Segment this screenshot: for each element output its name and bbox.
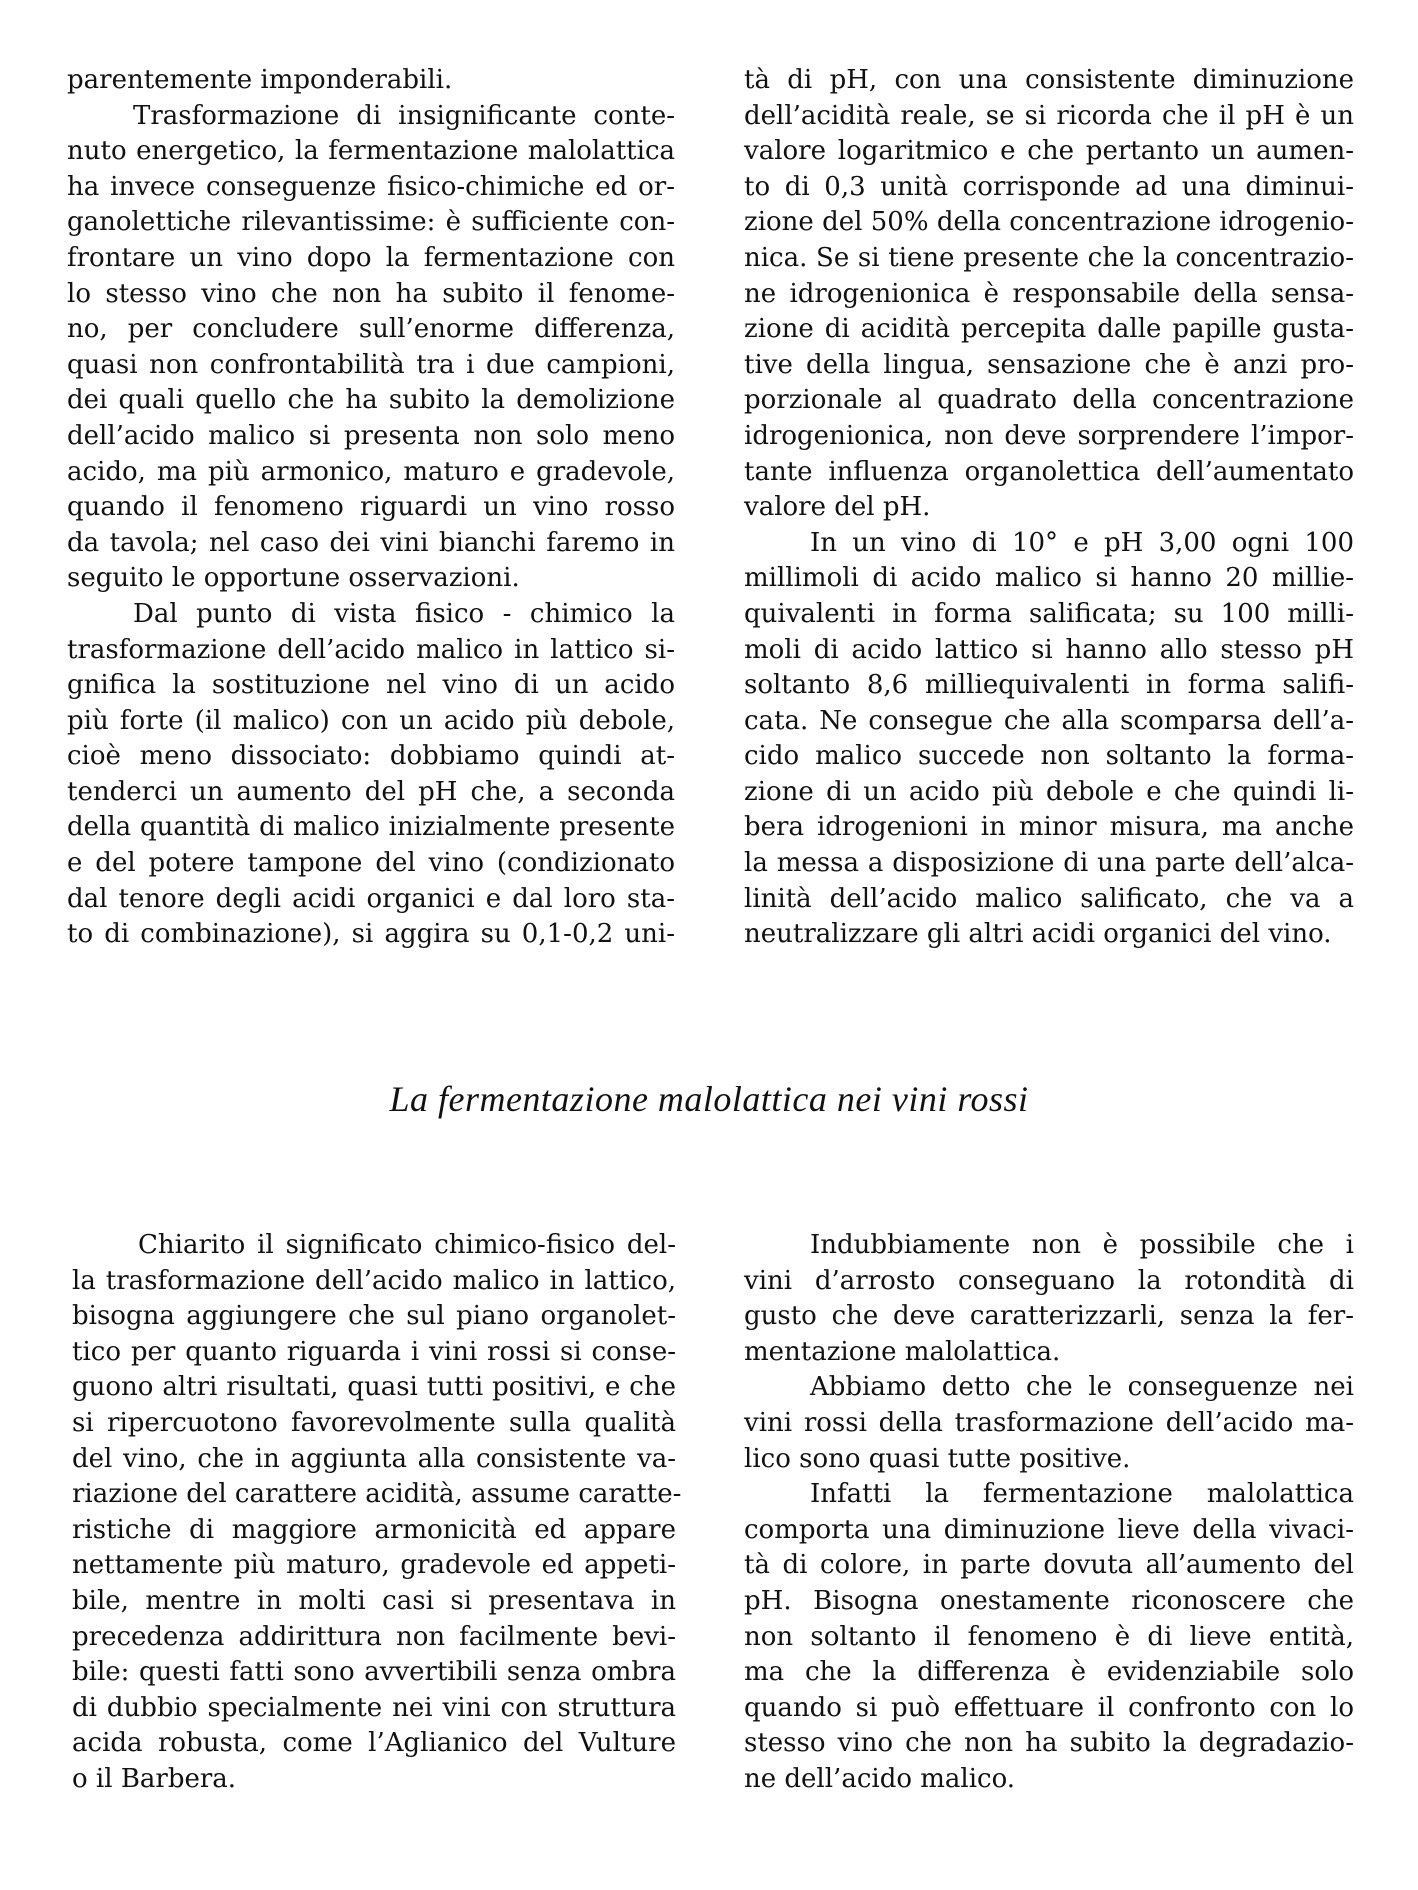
text-line: trasformazione dell’acido malico in lattico si- xyxy=(67,634,675,665)
text-line: tive della lingua, sensazione che è anzi pro- xyxy=(744,349,1354,380)
text-line: dal tenore degli acidi organici e dal loro sta- xyxy=(67,883,675,914)
text-line: bile: questi fatti sono avvertibili senza ombra xyxy=(72,1657,676,1688)
text-line: nuto energetico, la fermentazione malolattica xyxy=(67,136,675,167)
text-line: più forte (il malico) con un acido più debole, xyxy=(67,705,675,736)
text-line: Abbiamo detto che le conseguenze nei xyxy=(810,1372,1354,1403)
text-line: comporta una diminuzione lieve della vivaci- xyxy=(744,1514,1354,1545)
text-column-bottom-left xyxy=(72,1228,682,1798)
text-line: di dubbio specialmente nei vini con struttura xyxy=(72,1692,676,1723)
text-line: ma che la differenza è evidenziabile solo xyxy=(744,1657,1354,1688)
text-line: zione di acidità percepita dalle papille gusta- xyxy=(744,314,1354,345)
text-line: riazione del carattere acidità, assume caratte- xyxy=(72,1479,682,1510)
text-line: quando si può effettuare il confronto con lo xyxy=(744,1692,1354,1723)
text-line: mentazione malolattica. xyxy=(744,1336,1061,1367)
text-line: Dal punto di vista fisico - chimico la xyxy=(133,598,675,629)
text-line: del vino, che in aggiunta alla consistente va- xyxy=(72,1443,676,1474)
text-line: ne dell’acido malico. xyxy=(744,1763,1016,1794)
text-line: ristiche di maggiore armonicità ed appare xyxy=(72,1514,676,1545)
text-line: linità dell’acido malico salificato, che va a xyxy=(744,883,1354,914)
text-line: bisogna aggiungere che sul piano organolet- xyxy=(72,1301,676,1332)
text-line: porzionale al quadrato della concentrazione xyxy=(744,385,1354,416)
text-line: vini d’arrosto conseguano la rotondità di xyxy=(744,1265,1354,1296)
text-line: tà di pH, con una consistente diminuzione xyxy=(744,65,1354,95)
text-line: la trasformazione dell’acido malico in lattico, xyxy=(72,1265,676,1296)
text-line: dei quali quello che ha subito la demolizione xyxy=(67,385,675,416)
text-line: acido, ma più armonico, maturo e gradevole, xyxy=(67,456,675,487)
text-line: della quantità di malico inizialmente presente xyxy=(67,812,675,843)
text-line: moli di acido lattico si hanno allo stesso pH xyxy=(744,634,1354,665)
section-heading: La fermentazione malolattica nei vini rossi xyxy=(389,1079,1029,1119)
text-line: nettamente più maturo, gradevole ed appeti- xyxy=(72,1550,676,1581)
text-line: valore del pH. xyxy=(744,492,931,523)
text-line: bile, mentre in molti casi si presentava in xyxy=(72,1585,676,1616)
text-line: la messa a disposizione di una parte dell’alca- xyxy=(744,848,1354,879)
text-line: tico per quanto riguarda i vini rossi si conse- xyxy=(72,1336,676,1367)
text-line: parentemente imponderabili. xyxy=(67,65,453,95)
text-line: dell’acido malico si presenta non solo meno xyxy=(67,420,675,451)
text-line: seguito le opportune osservazioni. xyxy=(67,563,520,594)
text-column-bottom-right xyxy=(744,1228,1354,1798)
text-line: Chiarito il significato chimico-fisico del- xyxy=(138,1230,676,1260)
text-line: pH. Bisogna onestamente riconoscere che xyxy=(744,1585,1354,1616)
text-line: lico sono quasi tutte positive. xyxy=(744,1443,1131,1474)
text-line: frontare un vino dopo la fermentazione con xyxy=(67,242,675,273)
text-line: cido malico succede non soltanto la forma- xyxy=(744,741,1354,772)
text-line: ganolettiche rilevantissime: è sufficiente con- xyxy=(67,207,675,238)
text-line: ne idrogenionica è responsabile della sensa- xyxy=(744,278,1354,309)
text-line: valore logaritmico e che pertanto un aumen- xyxy=(744,136,1354,167)
text-line: guono altri risultati, quasi tutti positivi, e che xyxy=(72,1372,676,1403)
text-line: to di combinazione), si aggira su 0,1-0,2 uni- xyxy=(67,919,675,950)
text-line: nica. Se si tiene presente che la concentrazio- xyxy=(744,242,1354,273)
text-line: cioè meno dissociato: dobbiamo quindi at- xyxy=(67,741,675,772)
text-line: dell’acidità reale, se si ricorda che il pH è un xyxy=(744,100,1354,131)
text-line: Infatti la fermentazione malolattica xyxy=(810,1479,1354,1510)
text-line: zione del 50% della concentrazione idrogenio- xyxy=(744,207,1354,238)
text-line: e del potere tampone del vino (condizionato xyxy=(67,848,675,879)
text-line: quasi non confrontabilità tra i due campioni, xyxy=(67,349,675,380)
text-line: ha invece conseguenze fisico-chimiche ed or- xyxy=(67,171,675,202)
text-line: quando il fenomeno riguardi un vino rosso xyxy=(67,492,675,523)
text-line: tenderci un aumento del pH che, a seconda xyxy=(67,776,675,807)
text-line: da tavola; nel caso dei vini bianchi faremo in xyxy=(67,527,675,558)
text-line: acida robusta, come l’Aglianico del Vulture xyxy=(72,1728,676,1759)
text-line: tà di colore, in parte dovuta all’aumento del xyxy=(744,1550,1354,1581)
text-line: Indubbiamente non è possibile che i xyxy=(810,1230,1354,1260)
text-line: gusto che deve caratterizzarli, senza la fer- xyxy=(744,1301,1354,1332)
text-line: bera idrogenioni in minor misura, ma anche xyxy=(744,812,1354,843)
text-line: precedenza addirittura non facilmente bevi- xyxy=(72,1621,676,1652)
text-line: zione di un acido più debole e che quindi li- xyxy=(744,776,1354,807)
text-column-top-right xyxy=(744,63,1354,953)
text-column-top-left xyxy=(67,63,675,953)
text-line: to di 0,3 unità corrisponde ad una diminui- xyxy=(744,171,1354,202)
text-line: gnifica la sostituzione nel vino di un acido xyxy=(67,670,675,701)
text-line: non soltanto il fenomeno è di lieve entità, xyxy=(744,1621,1354,1652)
text-line: idrogenionica, non deve sorprendere l’impor- xyxy=(744,420,1354,451)
text-line: lo stesso vino che non ha subito il fenome- xyxy=(67,278,675,309)
text-line: In un vino di 10° e pH 3,00 ogni 100 xyxy=(810,527,1354,558)
text-line: Trasformazione di insignificante conte- xyxy=(133,100,675,131)
text-line: tante influenza organolettica dell’aumentato xyxy=(744,456,1354,487)
text-line: si ripercuotono favorevolmente sulla qualità xyxy=(72,1407,676,1438)
text-line: vini rossi della trasformazione dell’acido ma- xyxy=(744,1407,1354,1438)
text-line: quivalenti in forma salificata; su 100 milli- xyxy=(744,598,1354,629)
text-line: no, per concludere sull’enorme differenza, xyxy=(67,314,675,345)
text-line: o il Barbera. xyxy=(72,1763,237,1794)
text-line: stesso vino che non ha subito la degradazio- xyxy=(744,1728,1354,1759)
text-line: millimoli di acido malico si hanno 20 millie- xyxy=(744,563,1354,594)
text-line: soltanto 8,6 milliequivalenti in forma salifi- xyxy=(744,670,1354,701)
text-line: neutralizzare gli altri acidi organici del vino. xyxy=(744,919,1332,950)
text-line: cata. Ne consegue che alla scomparsa dell’a- xyxy=(744,705,1354,736)
